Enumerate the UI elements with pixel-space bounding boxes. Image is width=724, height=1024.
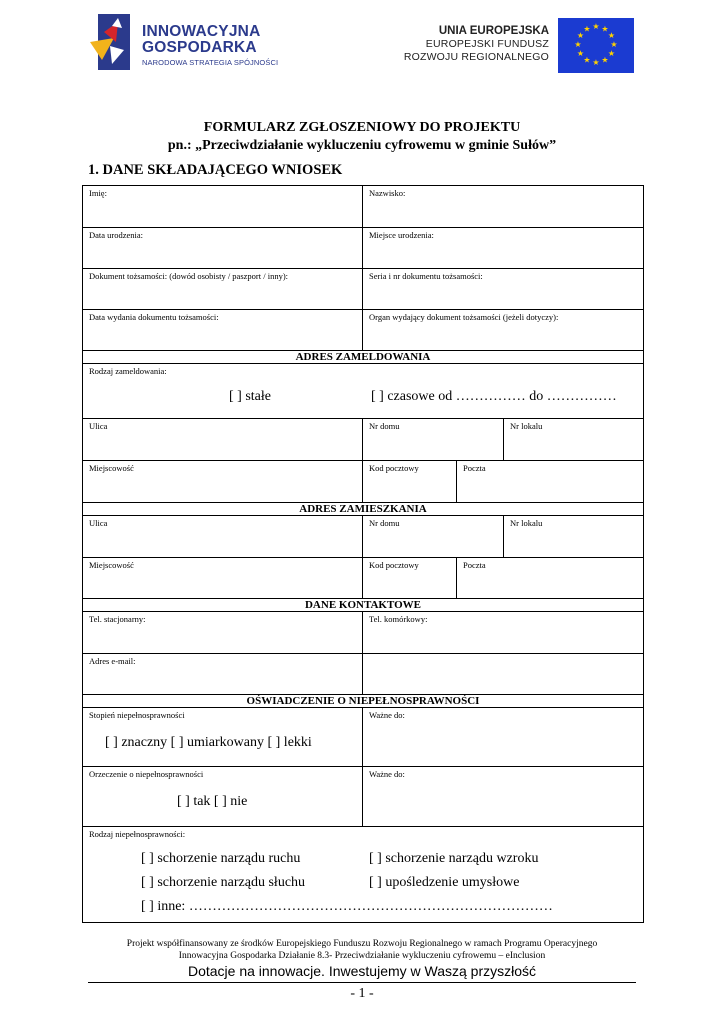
data-urodzenia-label: Data urodzenia:	[89, 230, 144, 240]
wazne-do-field-2[interactable]	[363, 767, 643, 826]
nr-domu-label: Nr domu	[369, 421, 400, 431]
sluchu-checkbox[interactable]: [ ] schorzenie narządu słuchu	[141, 875, 306, 890]
nr-domu-label: Nr domu	[369, 518, 400, 528]
zamieszkanie-kod-field[interactable]	[363, 558, 456, 598]
orzeczenie-row	[83, 767, 362, 826]
miejsce-urodzenia-field[interactable]	[363, 228, 643, 269]
orzeczenie-label: Orzeczenie o niepełnosprawności	[89, 769, 204, 779]
stopien-label: Stopień niepełnosprawności	[89, 710, 185, 720]
meldunek-kod-field[interactable]	[363, 461, 456, 502]
rodzaj-row	[83, 827, 643, 922]
section-heading: 1. DANE SKŁADAJĄCEGO WNIOSEK	[88, 162, 343, 178]
data-wydania-field[interactable]	[83, 310, 362, 350]
tel-komorkowy-field[interactable]	[363, 612, 643, 653]
poczta-label: Poczta	[463, 463, 486, 473]
meldunek-nr-domu-field[interactable]	[363, 419, 503, 460]
zamieszkanie-poczta-field[interactable]	[457, 558, 643, 598]
tel-komorkowy-label: Tel. komórkowy:	[369, 614, 428, 624]
zamieszkanie-ulica-field[interactable]	[83, 516, 362, 557]
dokument-field[interactable]	[83, 269, 362, 310]
stopien-row	[83, 708, 362, 766]
footer-line1: Projekt współfinansowany ze środków Europejskiego Funduszu Rozwoju Regionalnego w ramach Programu Operacyjnego	[126, 939, 598, 949]
eu-logo-line1: UNIA EUROPEJSKA	[438, 25, 549, 37]
kod-pocztowy-label: Kod pocztowy	[369, 463, 419, 473]
page-header	[0, 0, 724, 90]
ig-logo-line1: INNOWACYJNA	[142, 23, 261, 40]
zameldowanie-stale-checkbox[interactable]: [ ] stałe	[229, 389, 271, 404]
svg-text:★: ★	[607, 31, 616, 40]
nr-lokalu-label: Nr lokalu	[510, 518, 543, 528]
meldunek-nr-lokalu-field[interactable]	[504, 419, 643, 460]
miejscowosc-label: Miejscowość	[89, 560, 134, 570]
tel-stacjonarny-label: Tel. stacjonarny:	[89, 614, 146, 624]
nazwisko-label: Nazwisko:	[369, 188, 406, 198]
section-header-meldunek: ADRES ZAMELDOWANIA	[83, 350, 643, 364]
svg-text:★: ★	[607, 49, 616, 58]
nazwisko-field[interactable]	[363, 186, 643, 228]
rodzaj-zameldowania-row	[83, 364, 643, 419]
miejsce-urodzenia-label: Miejsce urodzenia:	[369, 230, 434, 240]
zamieszkanie-miejscowosc-field[interactable]	[83, 558, 362, 598]
orzeczenie-checkboxes[interactable]: [ ] tak [ ] nie	[177, 794, 248, 809]
wzroku-checkbox[interactable]: [ ] schorzenie narządu wzroku	[369, 851, 539, 866]
section-header-niepelnosprawnosc: OŚWIADCZENIE O NIEPEŁNOSPRAWNOŚCI	[83, 694, 643, 708]
kod-pocztowy-label: Kod pocztowy	[369, 560, 419, 570]
organ-label: Organ wydający dokument tożsamości (jeżeli dotyczy):	[369, 312, 559, 322]
svg-text:★: ★	[576, 31, 585, 40]
ruchu-checkbox[interactable]: [ ] schorzenie narządu ruchu	[141, 851, 301, 866]
imie-field[interactable]	[83, 186, 362, 228]
ig-logo-line3: NARODOWA STRATEGIA SPÓJNOŚCI	[142, 58, 279, 67]
seria-field[interactable]	[363, 269, 643, 310]
eu-logo-text	[404, 24, 549, 64]
svg-text:★: ★	[574, 40, 582, 49]
data-wydania-label: Data wydania dokumentu tożsamości:	[89, 312, 219, 322]
poczta-label: Poczta	[463, 560, 486, 570]
svg-text:★: ★	[610, 40, 618, 49]
inne-checkbox[interactable]: [ ] inne: ……………………………………………………………………	[141, 899, 553, 914]
wazne-do-field-1[interactable]	[363, 708, 643, 766]
tel-stacjonarny-field[interactable]	[83, 612, 362, 653]
svg-text:★: ★	[576, 49, 585, 58]
stopien-checkboxes[interactable]: [ ] znaczny [ ] umiarkowany [ ] lekki	[105, 735, 312, 750]
email-extra-field[interactable]	[363, 654, 643, 694]
svg-text:★: ★	[601, 24, 609, 34]
svg-text:★: ★	[583, 55, 591, 65]
svg-text:★: ★	[601, 55, 609, 65]
organ-field[interactable]	[363, 310, 643, 350]
footer-note	[0, 938, 724, 962]
rodzaj-label: Rodzaj niepełnosprawności:	[89, 829, 186, 839]
email-field[interactable]	[83, 654, 362, 694]
zameldowanie-czasowe-checkbox[interactable]: [ ] czasowe od …………… do ……………	[371, 389, 617, 404]
dokument-label: Dokument tożsamości: (dowód osobisty / paszport / inny):	[89, 271, 289, 281]
zamieszkanie-nr-domu-field[interactable]	[363, 516, 503, 557]
application-form	[82, 185, 644, 923]
innowacyjna-gospodarka-logo-icon	[88, 12, 138, 74]
data-urodzenia-field[interactable]	[83, 228, 362, 269]
project-name: pn.: „Przeciwdziałanie wykluczeniu cyfrowemu w gminie Sułów”	[167, 138, 557, 153]
eu-logo-line2: EUROPEJSKI FUNDUSZ	[425, 38, 549, 50]
ig-logo-line2: GOSPODARKA	[142, 39, 257, 56]
zamieszkanie-nr-lokalu-field[interactable]	[504, 516, 643, 557]
footer-line2: Innowacyjna Gospodarka Działanie 8.3- Przeciwdziałanie wykluczeniu cyfrowemu – eInclusion	[178, 951, 546, 961]
nr-lokalu-label: Nr lokalu	[510, 421, 543, 431]
miejscowosc-label: Miejscowość	[89, 463, 134, 473]
ulica-label: Ulica	[89, 421, 108, 431]
form-title: FORMULARZ ZGŁOSZENIOWY DO PROJEKTU	[203, 120, 521, 135]
svg-text:★: ★	[592, 58, 600, 67]
meldunek-miejscowosc-field[interactable]	[83, 461, 362, 502]
rodzaj-zameldowania-label: Rodzaj zameldowania:	[89, 366, 167, 376]
wazne-do-label: Ważne do:	[369, 769, 405, 779]
footer-divider	[88, 982, 636, 983]
wazne-do-label: Ważne do:	[369, 710, 405, 720]
footer-slogan: Dotacje na innowacje. Inwestujemy w Waszą przyszłość	[187, 963, 537, 979]
meldunek-poczta-field[interactable]	[457, 461, 643, 502]
svg-text:★: ★	[583, 24, 591, 34]
email-label: Adres e-mail:	[89, 656, 136, 666]
eu-flag-icon	[558, 18, 634, 73]
section-header-kontakt: DANE KONTAKTOWE	[83, 598, 643, 612]
eu-logo-line3: ROZWOJU REGIONALNEGO	[403, 51, 549, 63]
seria-label: Seria i nr dokumentu tożsamości:	[369, 271, 483, 281]
imie-label: Imię:	[89, 188, 107, 198]
umyslowe-checkbox[interactable]: [ ] upośledzenie umysłowe	[369, 875, 520, 890]
ig-logo-text	[142, 24, 278, 68]
meldunek-ulica-field[interactable]	[83, 419, 362, 460]
svg-text:★: ★	[592, 22, 600, 31]
section-header-zamieszkanie: ADRES ZAMIESZKANIA	[83, 502, 643, 516]
page-number: - 1 -	[350, 986, 374, 1001]
ulica-label: Ulica	[89, 518, 108, 528]
